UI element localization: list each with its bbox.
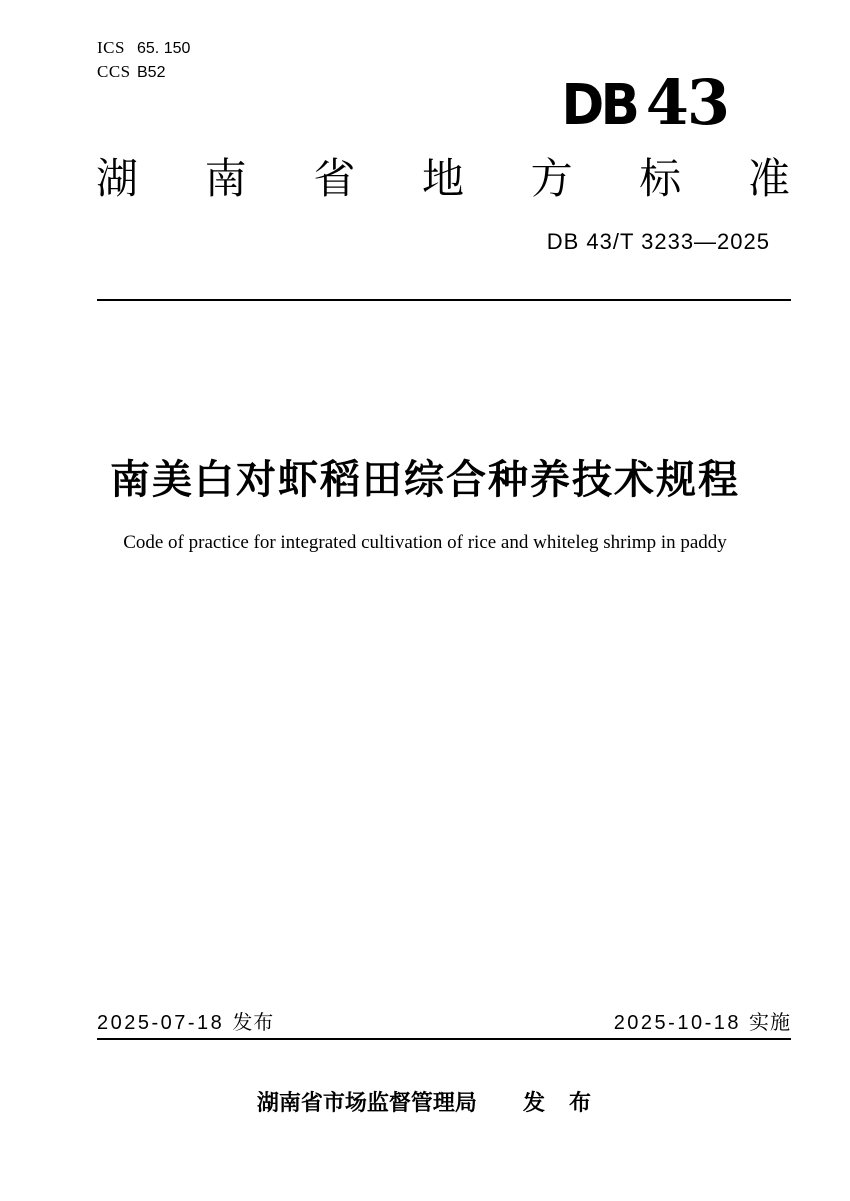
standard-code: DB 43/T 3233—2025 xyxy=(546,229,770,254)
ccs-value: B52 xyxy=(137,64,166,81)
publisher-row xyxy=(0,1086,850,1117)
ccs-label: CCS xyxy=(97,62,131,81)
ics-value: 65. 150 xyxy=(137,40,191,57)
ics-label: ICS xyxy=(97,38,125,57)
date-row xyxy=(97,1006,791,1035)
issue-date-label: 发布 xyxy=(232,1012,275,1034)
standard-type-title: 湖 南 省 地 方 标 准 xyxy=(96,155,790,202)
publisher-name: 湖南省市场监督管理局 xyxy=(256,1090,477,1115)
bottom-divider-rule xyxy=(97,1038,791,1040)
db43-logo xyxy=(555,66,728,139)
classification-block xyxy=(97,38,190,86)
db43-logo-number: 43 xyxy=(645,66,728,139)
ccs-row xyxy=(97,62,190,82)
ics-row xyxy=(97,38,190,58)
implementation-date-label: 实施 xyxy=(749,1012,791,1034)
issue-date-item xyxy=(97,1006,274,1035)
db43-logo-db-text: DB xyxy=(561,73,636,138)
publish-label: 发 布 xyxy=(522,1090,594,1115)
document-title-zh: 南美白对虾稻田综合种养技术规程 xyxy=(110,458,740,502)
issue-date: 2025-07-18 xyxy=(97,1012,225,1034)
document-title-en: Code of practice for integrated cultivation of rice and whiteleg shrimp in paddy xyxy=(123,532,727,553)
top-divider-rule xyxy=(97,299,791,301)
implementation-date-item xyxy=(614,1006,791,1035)
implementation-date: 2025-10-18 xyxy=(613,1012,741,1034)
